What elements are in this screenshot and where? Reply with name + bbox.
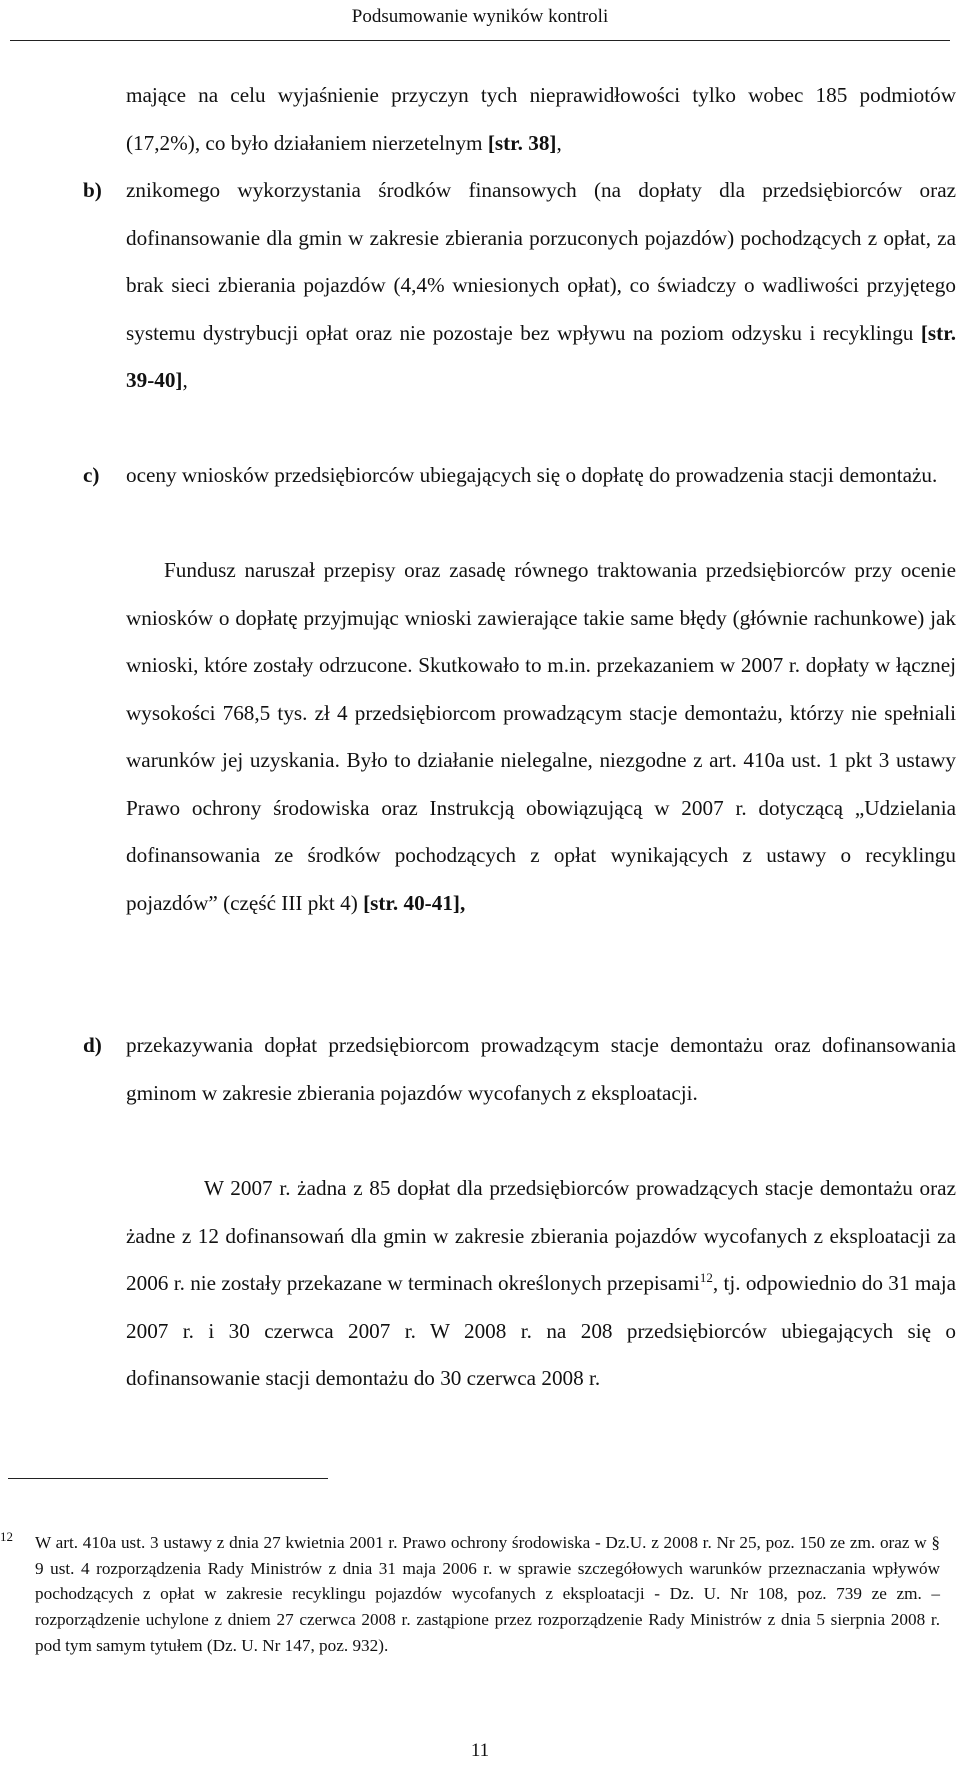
page-number: 11 <box>470 1740 490 1761</box>
list-marker-d: d) <box>83 1033 102 1057</box>
paragraph-text: , tj. odpowiednio do 31 maja 2007 r. i 30 czerwca 2007 r. W 2008 r. na 208 przedsiębiorców ubiegających się o dofinansowanie stacji demontażu do 30 czerwca 2008 r. <box>126 1271 956 1390</box>
paragraph-w2007 <box>126 1165 956 1403</box>
paragraph-text: znikomego wykorzystania środków finansowych (na dopłaty dla przedsiębiorców oraz dofinansowanie dla gmin w zakresie zbierania porzuconych pojazdów) pochodzących z opłat, za brak sieci zbierania pojazdów (4,4% wniesionych opłat), co świadczy o wadliwości przyjętego systemu dystrybucji opłat oraz nie pozostaje bez wpływu na poziom odzysku i recyklingu <box>126 178 956 345</box>
running-header: Podsumowanie wyników kontroli <box>351 6 609 27</box>
footnote-text: W art. 410a ust. 3 ustawy z dnia 27 kwietnia 2001 r. Prawo ochrony środowiska - Dz.U. z 2008 r. Nr 25, poz. 150 ze zm. oraz w § 9 ust. 4 rozporządzenia Rady Ministrów z dnia 31 maja 2006 r. w sprawie szczegółowych warunków przeznaczania wpływów pochodzących z opłat w zakresie recyklingu pojazdów wycofanych z eksploatacji - Dz. U. Nr 108, poz. 739 ze zm. – rozporządzenie uchylone z dniem 27 czerwca 2008 r. zastąpione przez rozporządzenie Rady Ministrów z dnia 5 sierpnia 2008 r. pod tym samym tytułem (Dz. U. Nr 147, poz. 932). <box>35 1533 940 1655</box>
page-reference: [str. 38] <box>487 130 557 155</box>
paragraph-fundusz <box>126 547 956 927</box>
list-item-d <box>83 1022 956 1117</box>
footnote-separator <box>8 1478 328 1479</box>
list-item-c <box>83 452 956 500</box>
footnote-reference[interactable]: 12 <box>699 1269 713 1285</box>
page-reference: [str. 40-41], <box>363 890 466 915</box>
paragraph-a-continuation <box>126 72 956 167</box>
footnote <box>0 1529 940 1659</box>
list-item-b <box>83 167 956 405</box>
footnote-number: 12 <box>0 1529 13 1544</box>
paragraph-text: Fundusz naruszał przepisy oraz zasadę równego traktowania przedsiębiorców przy ocenie wniosków o dopłatę przyjmując wnioski zawierające takie same błędy (głównie rachunkowe) jak wnioski, które zostały odrzucone. Skutkowało to m.in. przekazaniem w 2007 r. dopłaty w łącznej wysokości 768,5 tys. zł 4 przedsiębiorcom prowadzącym stacje demontażu, którzy nie spełniali warunków jej uzyskania. Było to działanie nielegalne, niezgodne z art. 410a ust. 1 pkt 3 ustawy Prawo ochrony środowiska oraz Instrukcją obowiązującą w 2007 r. dotyczącą „Udzielania dofinansowania ze środków pochodzących z opłat wynikających z ustawy o recyklingu pojazdów” (część III pkt 4) <box>126 558 956 915</box>
paragraph-text: mające na celu wyjaśnienie przyczyn tych nieprawidłowości tylko wobec 185 podmiotów (17,2%), co było działaniem nierzetelnym <box>126 83 956 155</box>
paragraph-text: oceny wniosków przedsiębiorców ubiegających się o dopłatę do prowadzenia stacji demontażu. <box>126 463 938 487</box>
page-reference: [str. 39-40] <box>126 320 956 392</box>
punctuation: , <box>556 130 562 155</box>
paragraph-text: W 2007 r. żadna z 85 dopłat dla przedsiębiorców prowadzących stacje demontażu oraz żadne z 12 dofinansowań dla gmin w zakresie zbierania pojazdów wycofanych z eksploatacji za 2006 r. nie zostały przekazane w terminach określonych przepisami <box>126 1176 956 1295</box>
list-marker-c: c) <box>83 463 100 487</box>
header-rule <box>10 40 950 41</box>
paragraph-text: przekazywania dopłat przedsiębiorcom prowadzącym stacje demontażu oraz dofinansowania gminom w zakresie zbierania pojazdów wycofanych z eksploatacji. <box>126 1033 956 1105</box>
punctuation: , <box>182 368 188 392</box>
list-marker-b: b) <box>83 178 102 202</box>
